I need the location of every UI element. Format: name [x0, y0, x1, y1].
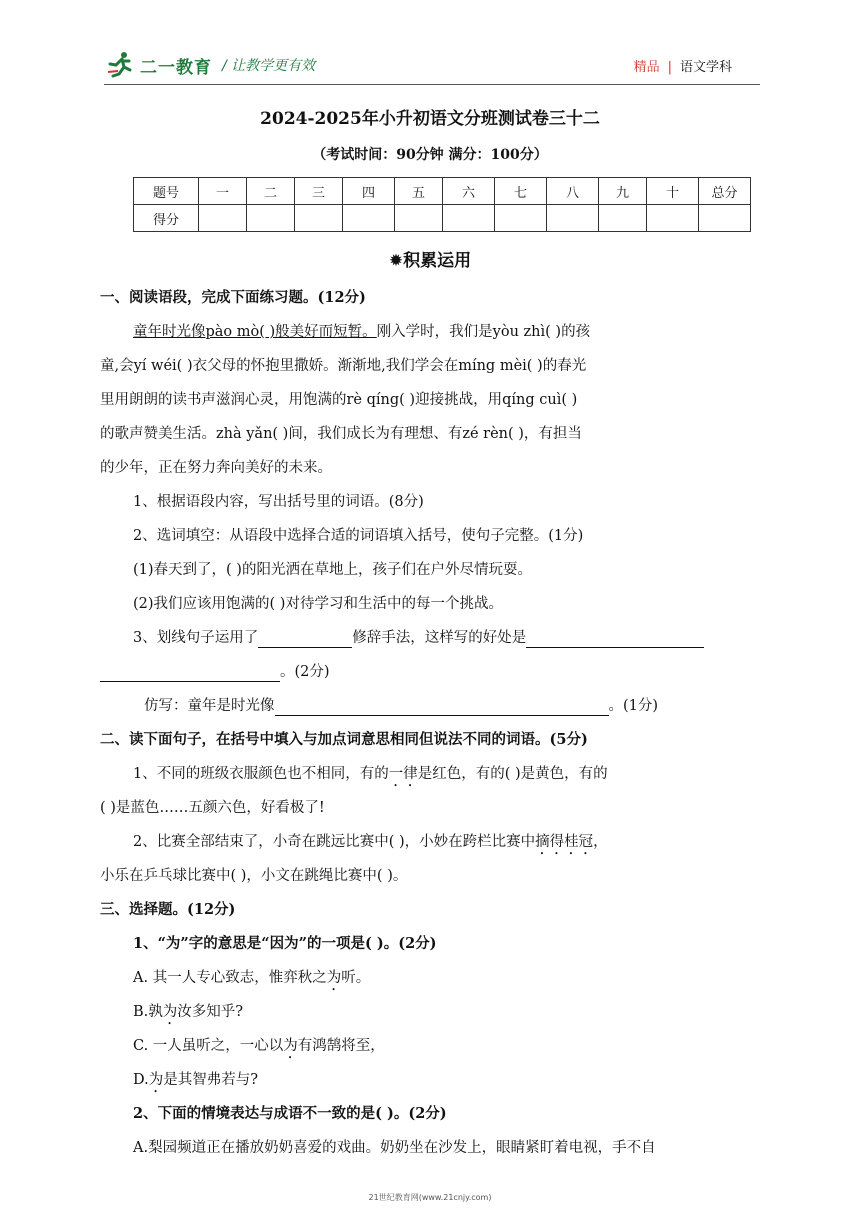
- score-cell: [199, 205, 247, 232]
- dotted-word: 为: [148, 1072, 164, 1088]
- q1-passage-line: 童,会yí wéi( )衣父母的怀抱里撒娇。渐渐地,我们学会在míng mèi( )的春光: [100, 358, 587, 374]
- quality-tag: 精品: [633, 60, 660, 75]
- q2-sentence: 小乐在乒乓球比赛中( )，小文在跳绳比赛中( )。: [100, 868, 408, 884]
- brand-name: 二一教育: [140, 57, 212, 78]
- question-text: 。(2分): [280, 664, 330, 680]
- table-cell: 得分: [134, 205, 199, 232]
- header-logo: [106, 50, 212, 80]
- score-table: [133, 177, 751, 232]
- score-cell: [647, 205, 699, 232]
- option-text: D.: [133, 1072, 149, 1088]
- answer-blank[interactable]: [275, 699, 609, 716]
- q3-option-a[interactable]: [100, 968, 797, 994]
- table-cell: 十: [647, 178, 699, 205]
- table-cell: 八: [547, 178, 599, 205]
- score-cell: [599, 205, 647, 232]
- q1-sub2-item: (1)春天到了，( )的阳光洒在草地上，孩子们在户外尽情玩耍。: [133, 562, 532, 578]
- q1-passage-line: 的歌声赞美生活。zhà yǎn( )间，我们成长为有理想、有zé rèn( )，有担当: [100, 426, 582, 442]
- exam-info: （考试时间：90分钟 满分：100分）: [312, 147, 548, 163]
- question-text: 仿写：童年是时光像: [144, 698, 275, 714]
- dotted-word: 为: [326, 970, 342, 986]
- option-text: A. 其一人专心致志，惟弈秋之: [133, 970, 327, 986]
- table-cell: 七: [495, 178, 547, 205]
- option-text: B.孰: [133, 1004, 163, 1020]
- question-text: 1、不同的班级衣服颜色也不相同，有的: [133, 766, 389, 782]
- table-cell: 一: [199, 178, 247, 205]
- score-table-score-row: [134, 205, 751, 232]
- option-text: 听。: [341, 970, 371, 986]
- section-title: 积累运用: [403, 251, 472, 271]
- q1-imitate: [100, 696, 808, 716]
- question-text: 2、比赛全部结束了，小奇在跳远比赛中( )，小妙在跨栏比赛中: [133, 834, 536, 850]
- q1-sub2-item: (2)我们应该用饱满的( )对待学习和生活中的每一个挑战。: [133, 596, 503, 612]
- q3-option-d[interactable]: [100, 1070, 797, 1096]
- option-text: 有鸿鹄将至，: [297, 1038, 385, 1054]
- q3-option-a[interactable]: A.梨园频道正在播放奶奶喜爱的戏曲。奶奶坐在沙发上，眼睛紧盯着电视，手不自: [133, 1140, 656, 1156]
- brand-slogan: / 让教学更有效: [222, 58, 316, 74]
- table-cell: 六: [443, 178, 495, 205]
- runner-logo-icon: [106, 50, 136, 80]
- tag-separator: |: [667, 60, 672, 75]
- q2-sentence: [100, 832, 797, 858]
- footer-watermark: 21世纪教育网(www.21cnjy.com): [368, 1193, 492, 1202]
- table-cell: 二: [247, 178, 295, 205]
- q1-sub1: 1、根据语段内容，写出括号里的词语。(8分): [133, 494, 424, 510]
- q2-heading: 二、读下面句子，在括号中填入与加点词意思相同但说法不同的词语。(5分): [100, 731, 588, 748]
- section-heading: [0, 246, 860, 271]
- q1-passage-line: 里用朗朗的读书声滋润心灵，用饱满的rè qíng( )迎接挑战，用qíng cuì( ): [100, 392, 578, 408]
- q2-sentence: [100, 764, 797, 790]
- q3-item: 1、“为”字的意思是“因为”的一项是( )。(2分): [133, 935, 437, 952]
- answer-blank[interactable]: [100, 665, 280, 682]
- q1-sub3: [100, 628, 797, 648]
- option-text: 是其智弗若与?: [163, 1072, 258, 1088]
- score-cell: [699, 205, 751, 232]
- table-cell: 三: [295, 178, 343, 205]
- score-cell: [395, 205, 443, 232]
- table-cell: 九: [599, 178, 647, 205]
- dotted-word: 为: [162, 1004, 178, 1020]
- question-text: 。(1分): [608, 698, 659, 714]
- sun-icon: ✹: [388, 251, 404, 271]
- dotted-word: 为: [283, 1038, 298, 1054]
- q1-sub2: 2、选词填空：从语段中选择合适的词语填入括号，使句子完整。(1分): [133, 528, 584, 544]
- q3-heading: 三、选择题。(12分): [100, 901, 236, 918]
- header-tags: [634, 56, 732, 75]
- score-cell: [295, 205, 343, 232]
- q2-sentence: ( )是蓝色……五颜六色，好看极了!: [100, 800, 325, 816]
- header-divider: [104, 84, 760, 85]
- table-cell: 题号: [134, 178, 199, 205]
- question-text: 是红色，有的( )是黄色，有的: [417, 766, 608, 782]
- score-cell: [343, 205, 395, 232]
- q3-option-b[interactable]: [100, 1002, 797, 1028]
- underlined-sentence: 童年时光像pào mò( )般美好而短暂。: [133, 324, 377, 340]
- page-title: 2024-2025年小升初语文分班测试卷三十二: [260, 109, 600, 129]
- q1-passage-line: [100, 322, 764, 342]
- option-text: 汝多知乎?: [177, 1004, 244, 1020]
- table-cell: 总分: [699, 178, 751, 205]
- dotted-word: 一律: [388, 766, 418, 782]
- question-text: 3、划线句子运用了: [133, 630, 259, 646]
- score-cell: [547, 205, 599, 232]
- table-cell: 四: [343, 178, 395, 205]
- q1-sub3-cont: [100, 662, 764, 682]
- score-cell: [495, 205, 547, 232]
- q1-heading: 一、阅读语段，完成下面练习题。(12分): [100, 289, 366, 306]
- answer-blank[interactable]: [526, 631, 704, 648]
- q1-passage-line: 的少年，正在努力奔向美好的未来。: [100, 460, 332, 476]
- score-table-header-row: [134, 178, 751, 205]
- table-cell: 五: [395, 178, 443, 205]
- question-text: ，: [593, 834, 608, 850]
- question-text: 修辞手法，这样写的好处是: [352, 630, 527, 646]
- q3-option-c[interactable]: [100, 1036, 797, 1062]
- option-text: C. 一人虽听之，一心以: [133, 1038, 284, 1054]
- q3-item: 2、下面的情境表达与成语不一致的是( )。(2分): [133, 1105, 447, 1122]
- score-cell: [247, 205, 295, 232]
- score-cell: [443, 205, 495, 232]
- dotted-word: 摘得桂冠: [535, 834, 594, 850]
- answer-blank[interactable]: [258, 631, 352, 648]
- subject-tag: 语文学科: [679, 60, 732, 75]
- passage-text: 刚入学时，我们是yòu zhì( )的孩: [376, 324, 591, 340]
